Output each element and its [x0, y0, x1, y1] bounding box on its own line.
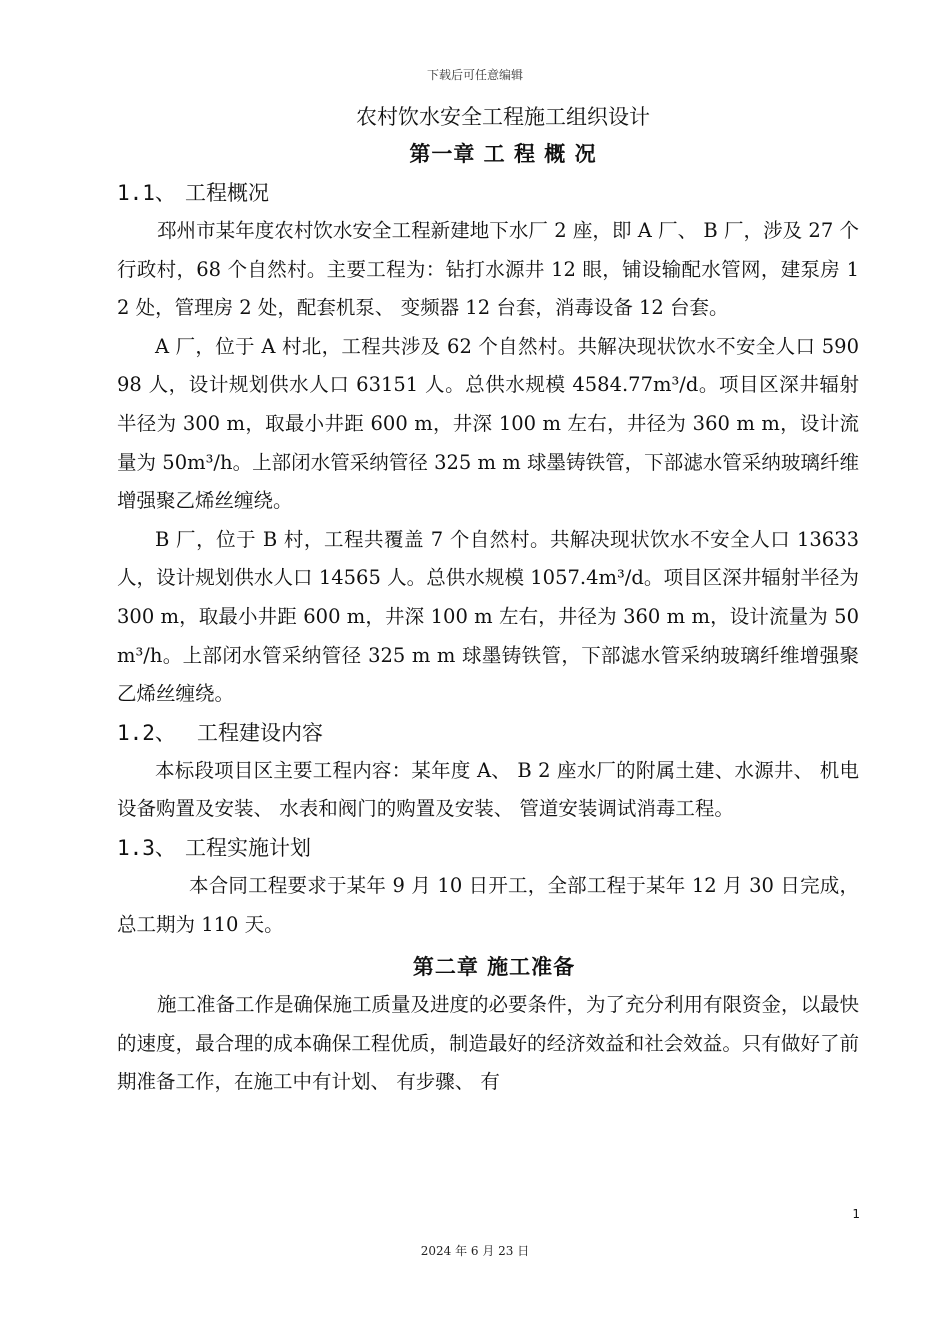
paragraph: 本标段项目区主要工程内容：某年度 A、 B 2 座水厂的附属土建、水源井、 机电设备购置及安装、 水表和阀门的购置及安装、 管道安装调试消毒工程。 [117, 758, 859, 821]
paragraph: 本合同工程要求于某年 9 月 10 日开工，全部工程于某年 12 月 30 日完成，总工期为 110 天。 [117, 873, 859, 936]
section-title: 工程概况 [185, 181, 269, 205]
section-number: 1.2、 [117, 720, 176, 745]
document-title: 农村饮水安全工程施工组织设计 [356, 105, 650, 129]
section-title: 工程实施计划 [185, 835, 311, 860]
paragraph: 邳州市某年度农村饮水安全工程新建地下水厂 2 座，即 A 厂、 B 厂，涉及 27 个行政村，68 个自然村。主要工程为：钻打水源井 12 眼，铺设输配水管网，建泵房 12 处，管理房 2 处，配套机泵、 变频器 12 台套，消毒设备 12 台套。 [117, 219, 859, 320]
header-note: 下载后可任意编辑 [426, 68, 523, 82]
document-body [117, 100, 859, 1102]
section-1-3-heading [117, 829, 859, 867]
chapter-2-title: 第二章 施工准备 [412, 955, 576, 980]
footer-date: 2024 年 6 月 23 日 [420, 1244, 530, 1258]
section-number: 1.3、 [117, 835, 176, 860]
section-number: 1.1、 [117, 181, 176, 205]
page-number: 1 [852, 1207, 860, 1221]
section-title: 工程建设内容 [197, 720, 323, 745]
paragraph: B 厂，位于 B 村，工程共覆盖 7 个自然村。共解决现状饮水不安全人口 13633 人，设计规划供水人口 14565 人。总供水规模 1057.4m³/d。项目区深井辐射半径为 300 m，取最小井距 600 m，井深 100 m 左右，井径为 360 m m，设计流量为 50m³/h。上部闭水管采纳管径 325 m m 球墨铸铁管，下部滤水管采纳玻璃纤维增强聚乙烯丝缠绕。 [117, 527, 859, 706]
paragraph: 施工准备工作是确保施工质量及进度的必要条件，为了充分利用有限资金，以最快的速度，最合理的成本确保工程优质，制造最好的经济效益和社会效益。只有做好了前期准备工作，在施工中有计划、 有步骤、 有 [117, 993, 860, 1094]
section-1-2-heading [117, 714, 859, 752]
section-1-1-heading [117, 174, 859, 212]
chapter-1-title: 第一章 工 程 概 况 [409, 142, 597, 166]
paragraph: A 厂，位于 A 村北，工程共涉及 62 个自然村。共解决现状饮水不安全人口 59098 人，设计规划供水人口 63151 人。总供水规模 4584.77m³/d。项目区深井辐射半径为 300 m，取最小井距 600 m，井深 100 m 左右，井径为 360 m m，设计流量为 50m³/h。上部闭水管采纳管径 325 m m 球墨铸铁管，下部滤水管采纳玻璃纤维增强聚乙烯丝缠绕。 [117, 334, 859, 513]
